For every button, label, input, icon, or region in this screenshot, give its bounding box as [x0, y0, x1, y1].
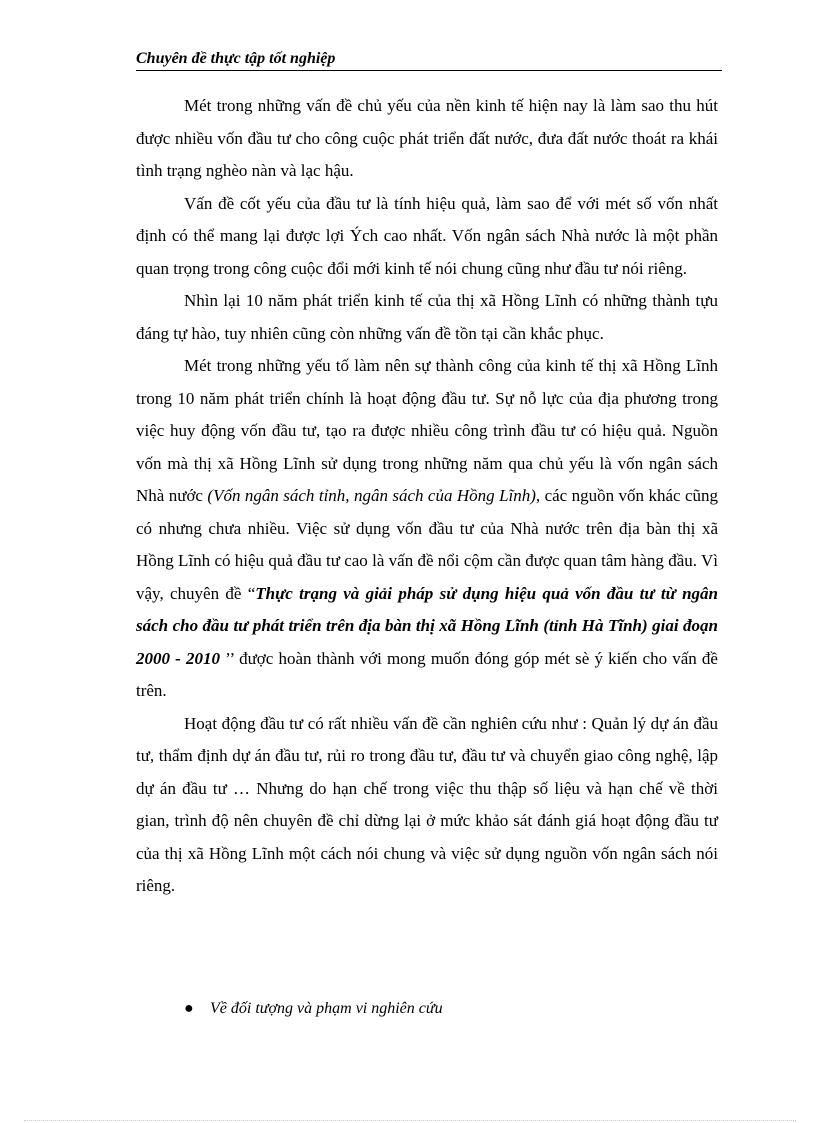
page-header-title: Chuyên đề thực tập tốt nghiệp	[136, 50, 722, 71]
paragraph-4-part-c: ’’ được hoàn thành với mong muốn đóng góp mét sè ý kiến cho vấn đề trên.	[136, 648, 718, 700]
paragraph-4-italic-note: (Vốn ngân sách tỉnh, ngân sách của Hồng Lĩnh)	[207, 486, 536, 505]
page-bottom-divider	[24, 1120, 796, 1121]
paragraph-4-part-b: , các nguồn vốn khác cũng có nhưng chưa nhiều. Việc sử dụng vốn đầu tư của Nhà nước trên địa bàn thị xã Hồng Lĩnh có hiệu quả đầu tư cao là vấn đề nổi cộm cần được quan tâm hàng đầu. Vì vậy, chuyên đề “	[136, 486, 718, 603]
paragraph-4	[136, 350, 718, 708]
paragraph-3: Nhìn lại 10 năm phát triển kinh tế của thị xã Hồng Lĩnh có những thành tựu đáng tự hào, tuy nhiên cũng còn những vấn đề tồn tại cần khắc phục.	[136, 291, 718, 343]
paragraph-2: Vấn đề cốt yếu của đầu tư là tính hiệu quả, làm sao để với mét số vốn nhất định có thể mang lại được lợi Ých cao nhất. Vốn ngân sách Nhà nước là một phần quan trọng trong công cuộc đổi mới kinh tế nói chung cũng như đầu tư nói riêng.	[136, 193, 718, 278]
bullet-dot-icon: ●	[184, 1000, 194, 1017]
paragraph-5: Hoạt động đầu tư có rất nhiều vấn đề cần nghiên cứu như : Quản lý dự án đầu tư, thẩm định dự án đầu tư, rủi ro trong đầu tư, đầu tư và chuyển giao công nghệ, lập dự án đầu tư … Nhưng do hạn chế trong việc thu thập số liệu và hạn chế về thời gian, trình độ nên chuyên đề chỉ dừng lại ở mức khảo sát đánh giá hoạt động đầu tư của thị xã Hồng Lĩnh một cách nói chung và việc sử dụng nguồn vốn ngân sách nói riêng.	[136, 713, 718, 895]
thesis-topic-title: Thực trạng và giải pháp sử dụng hiệu quả vốn đầu tư từ ngân sách cho đầu tư phát triển trên địa bàn thị xã Hồng Lĩnh (tỉnh Hà Tĩnh) giai đoạn 2000 - 2010	[136, 583, 718, 668]
bullet-text: Về đối tượng và phạm vi nghiên cứu	[210, 1000, 443, 1017]
paragraph-1: Mét trong những vấn đề chủ yếu của nền kinh tế hiện nay là làm sao thu hút được nhiều vốn đầu tư cho công cuộc phát triển đất nước, đưa đất nước thoát ra khái tình trạng nghèo nàn và lạc hậu.	[136, 96, 718, 180]
paragraph-4-part-a: Mét trong những yếu tố làm nên sự thành công của kinh tế thị xã Hồng Lĩnh trong 10 năm phát triển chính là hoạt động đầu tư. Sự nỗ lực của địa phương trong việc huy động vốn đầu tư, tạo ra được nhiều công trình đầu tư có hiệu quả. Nguồn vốn mà thị xã Hồng Lĩnh sử dụng trong những năm qua chủ yếu là vốn ngân sách Nhà nước	[136, 356, 718, 505]
document-body	[136, 90, 718, 903]
bullet-item	[184, 995, 704, 1023]
